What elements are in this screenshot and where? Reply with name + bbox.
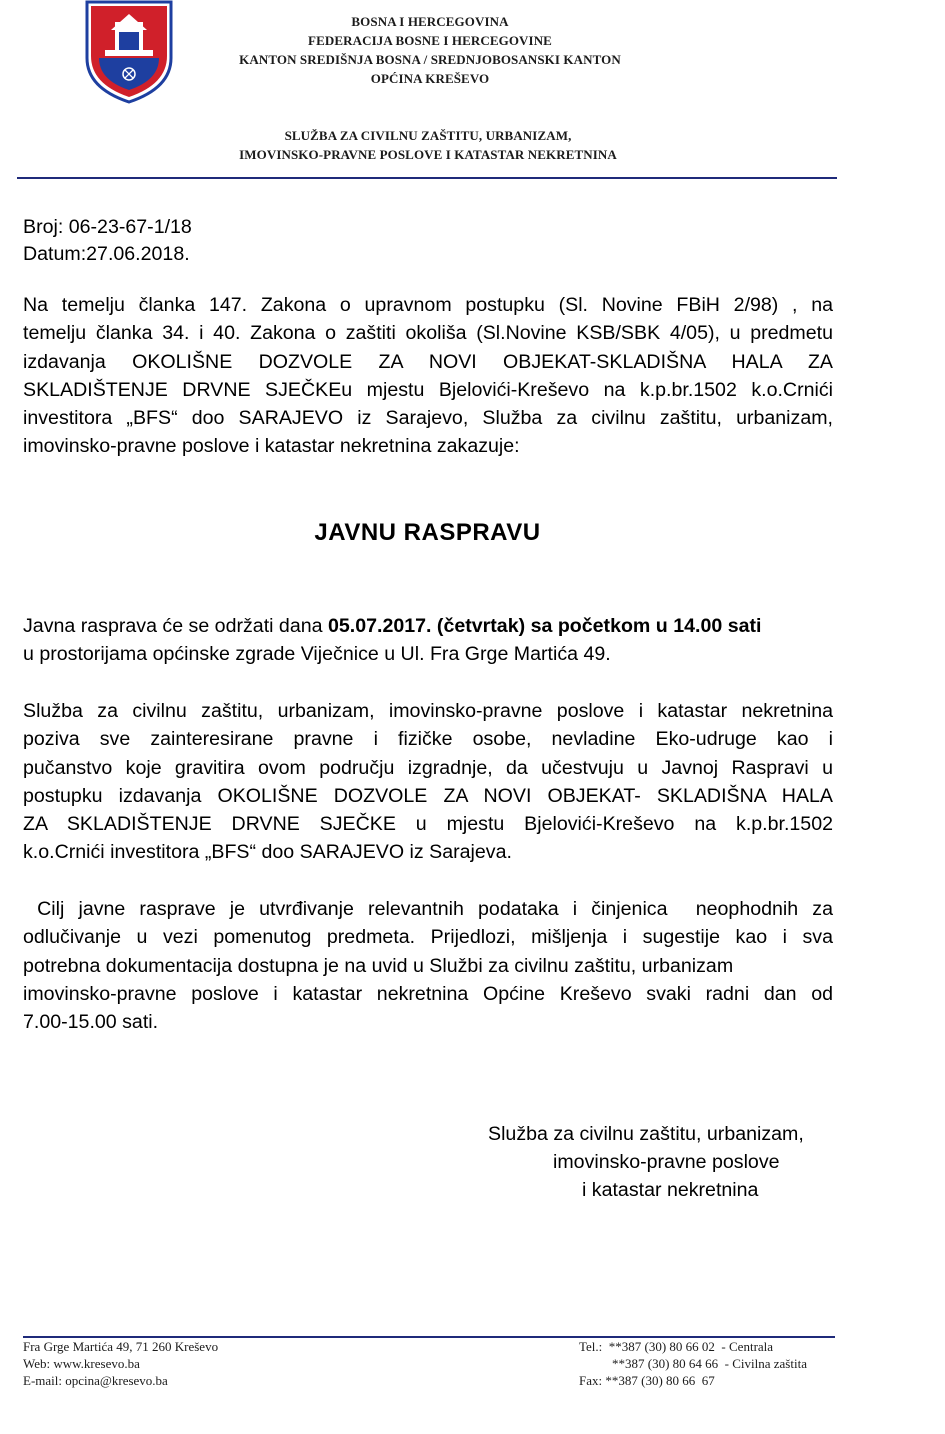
document-title: JAVNU RASPRAVU [314,519,541,546]
goal-line: Cilj javne rasprave je utvrđivanje relevantnih podataka i činjenica neophodnih za [23,898,833,920]
intro-line: izdavanja OKOLIŠNE DOZVOLE ZA NOVI OBJEKAT-SKLADIŠNA HALA ZA [23,350,833,373]
invitation-line: k.o.Crnići investitora „BFS“ doo SARAJEVO iz Sarajeva. [23,841,512,864]
announcement-line-1 [23,612,761,640]
invitation-line: ZA SKLADIŠTENJE DRVNE SJEČKE u mjestu Bjelovići-Kreševo na k.p.br.1502 [23,813,833,836]
intro-line: Na temelju članka 147. Zakona o upravnom postupku (Sl. Novine FBiH 2/98) , na [23,294,833,316]
intro-line: investitora „BFS“ doo SARAJEVO iz Sarajevo, Služba za civilnu zaštitu, urbanizam, [23,407,833,430]
intro-paragraph [23,291,833,461]
document-date: Datum:27.06.2018. [23,243,190,265]
municipality-crest-logo [85,0,173,104]
goal-line: odlučivanje u vezi pomenutog predmeta. Prijedlozi, mišljenja i sugestije kao i sva [23,926,833,949]
intro-line: imovinsko-pravne poslove i katastar nekretnina zakazuje: [23,435,520,458]
header-canton: KANTON SREDIŠNJA BOSNA / SREDNJOBOSANSKI KANTON [239,52,621,67]
header-country: BOSNA I HERCEGOVINA [351,14,509,29]
announcement-prefix: Javna rasprava će se održati dana [23,615,328,637]
invitation-line: Služba za civilnu zaštitu, urbanizam, imovinsko-pravne poslove i katastar nekretnina [23,700,833,722]
goal-line: 7.00-15.00 sati. [23,1011,159,1034]
header-service-line-2: IMOVINSKO-PRAVNE POSLOVE I KATASTAR NEKRETNINA [239,147,617,162]
footer-divider [23,1336,835,1338]
goal-paragraph [23,895,833,1036]
goal-line: imovinsko-pravne poslove i katastar nekretnina Općine Kreševo svaki radni dan od [23,982,833,1005]
invitation-line: postupku izdavanja OKOLIŠNE DOZVOLE ZA NOVI OBJEKAT- SKLADIŠNA HALA [23,784,833,807]
signature-line-1: Služba za civilnu zaštitu, urbanizam, [488,1123,804,1145]
footer-phone-civil-protection: **387 (30) 80 64 66 - Civilna zaštita [612,1356,807,1371]
footer-web: Web: www.kresevo.ba [23,1356,140,1371]
announcement-location: u prostorijama općinske zgrade Viječnice u Ul. Fra Grge Martića 49. [23,643,611,665]
invitation-line: pučanstvo koje gravitira ovom području izgradnje, da učestvuju u Javnoj Raspravi u [23,756,833,779]
goal-line: potrebna dokumentacija dostupna je na uvid u Službi za civilnu zaštitu, urbanizam [23,954,734,977]
invitation-paragraph [23,697,833,867]
footer-phone-central: Tel.: **387 (30) 80 66 02 - Centrala [579,1339,774,1354]
invitation-line: poziva sve zainteresirane pravne i fizičke osobe, nevladine Eko-udruge kao i [23,728,833,751]
header-municipality: OPĆINA KREŠEVO [370,71,490,86]
signature-line-2: imovinsko-pravne poslove [553,1151,780,1173]
intro-line: SKLADIŠTENJE DRVNE SJEČKEu mjestu Bjelovići-Kreševo na k.p.br.1502 k.o.Crnići [23,378,833,401]
header-federation: FEDERACIJA BOSNE I HERCEGOVINE [308,33,552,48]
footer-fax: Fax: **387 (30) 80 66 67 [579,1373,715,1388]
header-divider [17,177,837,179]
signature-line-3: i katastar nekretnina [582,1179,759,1201]
footer-address: Fra Grge Martića 49, 71 260 Kreševo [23,1339,219,1354]
intro-line: temelju članka 34. i 40. Zakona o zaštiti okoliša (Sl.Novine KSB/SBK 4/05), u predmetu [23,322,833,345]
footer-email: E-mail: opcina@kresevo.ba [23,1373,168,1388]
announcement-date-time: 05.07.2017. (četvrtak) sa početkom u 14.00 sati [327,615,762,637]
header-service-line-1: SLUŽBA ZA CIVILNU ZAŠTITU, URBANIZAM, [284,128,572,143]
document-number: Broj: 06-23-67-1/18 [23,216,192,238]
